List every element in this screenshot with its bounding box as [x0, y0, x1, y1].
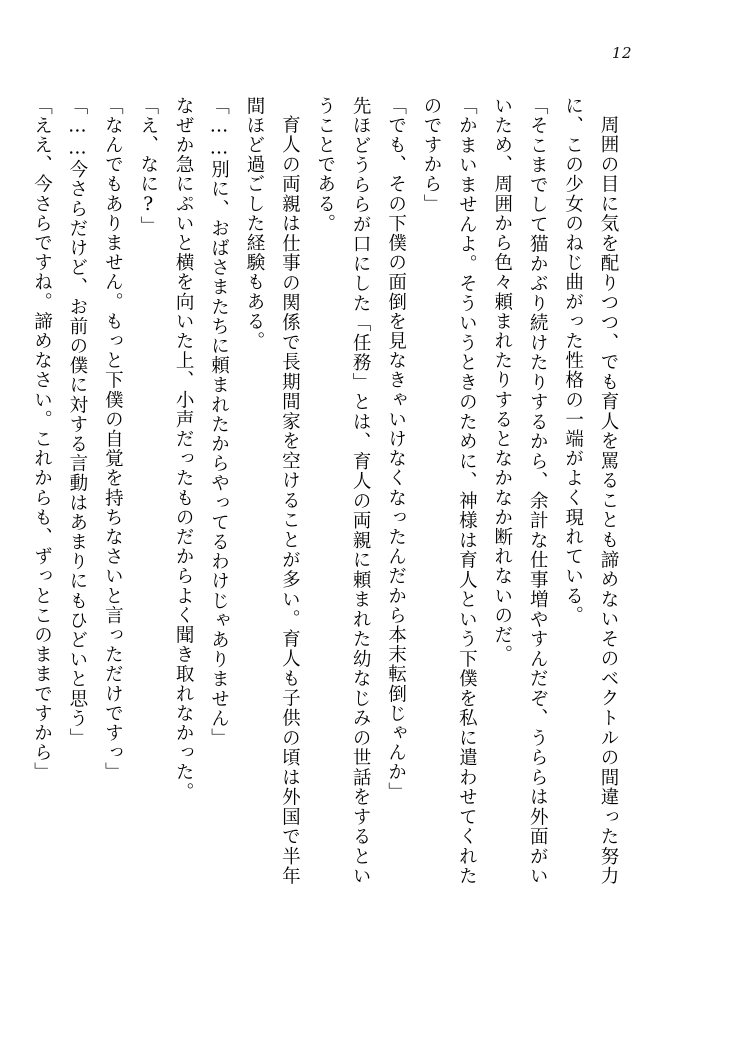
- page-number: 12: [611, 44, 632, 62]
- paragraph: 「え、なに?」: [137, 96, 159, 236]
- paragraph: 「かまいませんよ。そういうときのために、神様は育人という下僕を私に遣わせてくれたのですから」: [420, 96, 478, 886]
- paragraph: 周囲の目に気を配りつつ、でも育人を罵ることも諦めないそのベクトルの間違った努力に、この少女のねじ曲がった性格の一端がよく現れている。: [562, 96, 619, 886]
- page-text-body: [31, 96, 626, 886]
- paragraph: 「……今さらだけど、お前の僕に対する言動はあまりにもひどいと思う」: [66, 96, 88, 748]
- paragraph: なぜか急にぷいと横を向いた上、小声だったものだからよく聞き取れなかった。: [173, 96, 195, 802]
- paragraph: 「でも、その下僕の面倒を見なきゃいけなくなったんだから本末転倒じゃんか」: [385, 96, 407, 802]
- paragraph: 育人の両親は仕事の関係で長期間家を空けることが多い。育人も子供の頃は外国で半年間ほど過ごした経験もある。: [243, 96, 301, 886]
- paragraph: 「なんでもありません。もっと下僕の自覚を持ちなさいと言っただけですっ」: [102, 96, 124, 782]
- paragraph: 先ほどうららが口にした「任務」とは、育人の両親に頼まれた幼なじみの世話をするということである。: [314, 96, 372, 886]
- paragraph: 「ええ、今さらですね。諦めなさい。これからも、ずっとこのままですから」: [31, 96, 53, 782]
- paragraph: 「……別に、おばさまたちに頼まれたからやってるわけじゃありません」: [208, 96, 230, 748]
- paragraph: 「そこまでして猫かぶり続けたりするから、余計な仕事増やすんだぞ、うららは外面がいいため、周囲から色々頼まれたりするとなかなか断れないのだ。: [491, 96, 549, 886]
